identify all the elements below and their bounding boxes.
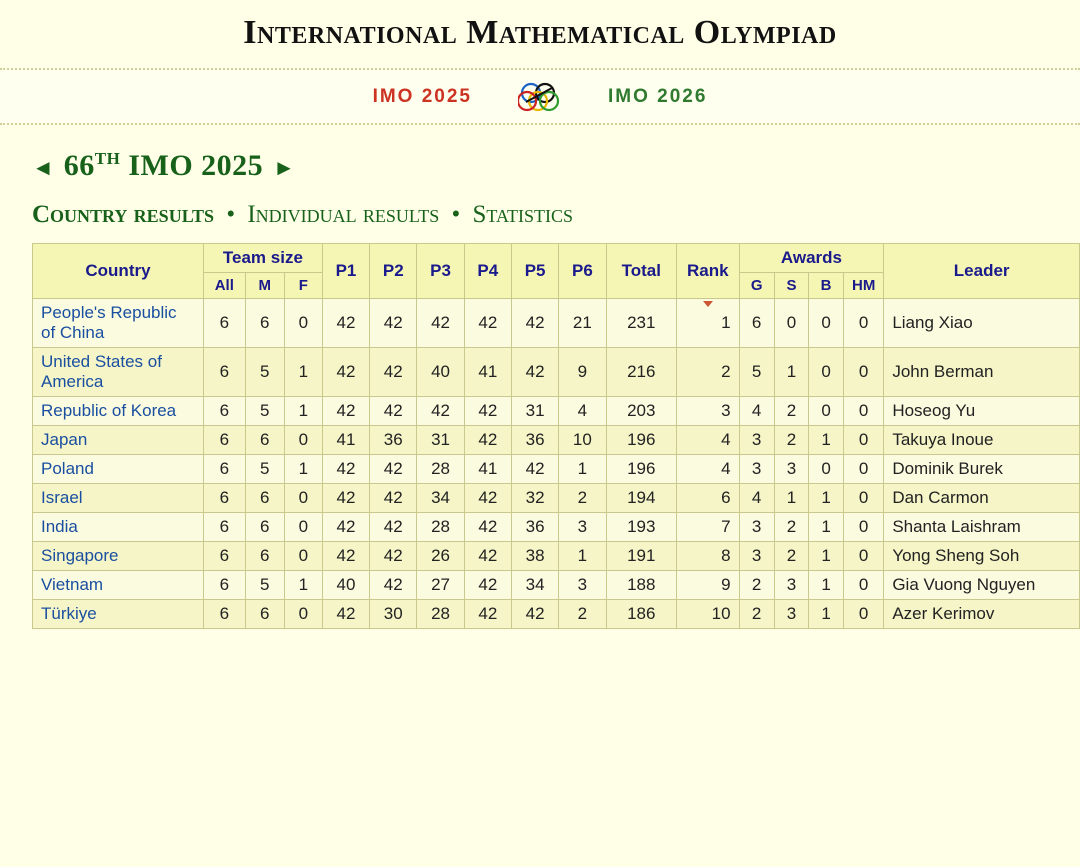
cell-country[interactable]: People's Republic of China (33, 299, 204, 348)
cell-silver: 2 (774, 513, 808, 542)
cell-p5: 42 (511, 348, 558, 397)
cell-team-all: 6 (203, 397, 245, 426)
cell-team-all: 6 (203, 571, 245, 600)
cell-hm: 0 (843, 426, 883, 455)
cell-total: 216 (606, 348, 676, 397)
col-header-team-size: Team size (203, 244, 322, 273)
cell-p3: 28 (417, 455, 464, 484)
cell-p4: 42 (464, 600, 511, 629)
col-header-rank-label: Rank (687, 261, 729, 280)
table-row (33, 571, 1080, 600)
cell-country[interactable]: India (33, 513, 204, 542)
cell-rank: 7 (677, 513, 740, 542)
cell-hm: 0 (843, 397, 883, 426)
cell-rank: 1 (677, 299, 740, 348)
cell-p1: 42 (322, 600, 369, 629)
cell-hm: 0 (843, 348, 883, 397)
cell-p3: 40 (417, 348, 464, 397)
cell-total: 196 (606, 455, 676, 484)
cell-p6: 4 (559, 397, 606, 426)
cell-hm: 0 (843, 484, 883, 513)
table-head (33, 244, 1080, 299)
cell-p1: 42 (322, 299, 369, 348)
tab-individual-results[interactable]: Individual results (247, 201, 440, 228)
cell-leader: John Berman (884, 348, 1080, 397)
cell-gold: 4 (739, 397, 774, 426)
col-header-country[interactable]: Country (33, 244, 204, 299)
table-row (33, 299, 1080, 348)
cell-total: 231 (606, 299, 676, 348)
cell-p1: 42 (322, 455, 369, 484)
cell-p6: 10 (559, 426, 606, 455)
cell-team-all: 6 (203, 513, 245, 542)
cell-bronze: 0 (809, 397, 844, 426)
cell-p4: 41 (464, 455, 511, 484)
cell-total: 193 (606, 513, 676, 542)
cell-bronze: 1 (809, 484, 844, 513)
cell-team-m: 6 (245, 542, 284, 571)
country-results-table (32, 243, 1080, 629)
cell-p2: 30 (370, 600, 417, 629)
edition-header (0, 125, 1080, 183)
cell-bronze: 1 (809, 600, 844, 629)
col-header-gold[interactable]: G (739, 273, 774, 299)
col-header-silver[interactable]: S (774, 273, 808, 299)
edition-title (64, 149, 263, 183)
cell-team-all: 6 (203, 455, 245, 484)
col-header-p3[interactable]: P3 (417, 244, 464, 299)
cell-gold: 3 (739, 455, 774, 484)
cell-total: 203 (606, 397, 676, 426)
cell-p5: 42 (511, 299, 558, 348)
col-header-awards: Awards (739, 244, 884, 273)
table-row (33, 600, 1080, 629)
cell-team-all: 6 (203, 542, 245, 571)
col-header-rank[interactable] (677, 244, 740, 299)
cell-bronze: 1 (809, 542, 844, 571)
cell-team-m: 5 (245, 348, 284, 397)
cell-p4: 42 (464, 426, 511, 455)
cell-bronze: 1 (809, 426, 844, 455)
nav-link-next-year[interactable]: IMO 2026 (608, 86, 708, 107)
cell-team-f: 0 (284, 600, 322, 629)
cell-p2: 36 (370, 426, 417, 455)
cell-team-f: 0 (284, 299, 322, 348)
cell-leader: Takuya Inoue (884, 426, 1080, 455)
cell-rank: 6 (677, 484, 740, 513)
cell-silver: 2 (774, 426, 808, 455)
cell-team-m: 6 (245, 426, 284, 455)
cell-country[interactable]: United States of America (33, 348, 204, 397)
cell-rank: 4 (677, 426, 740, 455)
cell-p6: 3 (559, 571, 606, 600)
cell-team-all: 6 (203, 426, 245, 455)
cell-p6: 2 (559, 600, 606, 629)
cell-silver: 3 (774, 571, 808, 600)
col-header-total[interactable]: Total (606, 244, 676, 299)
cell-team-f: 0 (284, 513, 322, 542)
table-row (33, 484, 1080, 513)
table-row (33, 542, 1080, 571)
cell-team-f: 0 (284, 426, 322, 455)
cell-p2: 42 (370, 348, 417, 397)
cell-p5: 36 (511, 513, 558, 542)
cell-p6: 1 (559, 455, 606, 484)
cell-team-all: 6 (203, 348, 245, 397)
cell-team-f: 1 (284, 455, 322, 484)
next-edition-arrow[interactable]: ► (273, 155, 295, 180)
col-header-p6[interactable]: P6 (559, 244, 606, 299)
cell-p2: 42 (370, 513, 417, 542)
cell-total: 194 (606, 484, 676, 513)
tab-statistics[interactable]: Statistics (472, 201, 573, 228)
cell-team-f: 0 (284, 542, 322, 571)
cell-p3: 28 (417, 600, 464, 629)
cell-rank: 8 (677, 542, 740, 571)
cell-gold: 2 (739, 571, 774, 600)
cell-bronze: 0 (809, 348, 844, 397)
cell-p5: 38 (511, 542, 558, 571)
cell-total: 188 (606, 571, 676, 600)
cell-hm: 0 (843, 299, 883, 348)
cell-total: 186 (606, 600, 676, 629)
cell-p5: 42 (511, 600, 558, 629)
cell-rank: 9 (677, 571, 740, 600)
cell-total: 191 (606, 542, 676, 571)
cell-rank: 2 (677, 348, 740, 397)
cell-p4: 42 (464, 513, 511, 542)
cell-team-m: 6 (245, 513, 284, 542)
cell-leader: Yong Sheng Soh (884, 542, 1080, 571)
cell-gold: 3 (739, 513, 774, 542)
cell-p6: 2 (559, 484, 606, 513)
cell-team-m: 6 (245, 299, 284, 348)
cell-gold: 3 (739, 542, 774, 571)
cell-country[interactable]: Singapore (33, 542, 204, 571)
cell-country[interactable]: Republic of Korea (33, 397, 204, 426)
cell-team-f: 1 (284, 571, 322, 600)
cell-gold: 3 (739, 426, 774, 455)
col-header-leader[interactable]: Leader (884, 244, 1080, 299)
prev-edition-arrow[interactable]: ◄ (32, 155, 54, 180)
cell-country[interactable]: Poland (33, 455, 204, 484)
col-header-p4[interactable]: P4 (464, 244, 511, 299)
cell-p3: 28 (417, 513, 464, 542)
cell-p2: 42 (370, 397, 417, 426)
imo-logo-icon (518, 82, 562, 112)
table-body (33, 299, 1080, 629)
cell-p4: 42 (464, 397, 511, 426)
cell-p2: 42 (370, 455, 417, 484)
col-header-p1[interactable]: P1 (322, 244, 369, 299)
cell-p6: 21 (559, 299, 606, 348)
cell-p1: 42 (322, 348, 369, 397)
cell-p5: 42 (511, 455, 558, 484)
tab-country-results[interactable]: Country results (32, 201, 215, 228)
cell-p4: 42 (464, 571, 511, 600)
cell-p3: 42 (417, 397, 464, 426)
cell-hm: 0 (843, 571, 883, 600)
cell-team-f: 1 (284, 397, 322, 426)
cell-rank: 10 (677, 600, 740, 629)
cell-p2: 42 (370, 299, 417, 348)
cell-bronze: 1 (809, 513, 844, 542)
cell-bronze: 0 (809, 455, 844, 484)
cell-leader: Azer Kerimov (884, 600, 1080, 629)
table-row (33, 397, 1080, 426)
cell-p5: 32 (511, 484, 558, 513)
cell-rank: 4 (677, 455, 740, 484)
col-header-p5[interactable]: P5 (511, 244, 558, 299)
cell-silver: 0 (774, 299, 808, 348)
cell-p4: 42 (464, 299, 511, 348)
cell-bronze: 1 (809, 571, 844, 600)
table-row (33, 426, 1080, 455)
cell-team-m: 5 (245, 397, 284, 426)
cell-gold: 5 (739, 348, 774, 397)
cell-team-m: 6 (245, 600, 284, 629)
col-header-hm[interactable]: HM (843, 273, 883, 299)
cell-team-m: 5 (245, 455, 284, 484)
edition-ordinal-suffix: TH (94, 149, 121, 168)
cell-p5: 34 (511, 571, 558, 600)
cell-leader: Gia Vuong Nguyen (884, 571, 1080, 600)
tab-separator-2: • (451, 201, 461, 228)
cell-p3: 34 (417, 484, 464, 513)
cell-team-m: 5 (245, 571, 284, 600)
cell-p1: 42 (322, 484, 369, 513)
cell-p4: 41 (464, 348, 511, 397)
cell-p1: 42 (322, 542, 369, 571)
cell-p6: 1 (559, 542, 606, 571)
sort-indicator-icon (703, 301, 713, 307)
cell-leader: Liang Xiao (884, 299, 1080, 348)
col-header-team-f[interactable]: F (284, 273, 322, 299)
cell-p3: 27 (417, 571, 464, 600)
cell-country[interactable]: Japan (33, 426, 204, 455)
cell-p3: 26 (417, 542, 464, 571)
cell-p6: 3 (559, 513, 606, 542)
col-header-team-m[interactable]: M (245, 273, 284, 299)
cell-gold: 2 (739, 600, 774, 629)
cell-team-f: 0 (284, 484, 322, 513)
cell-team-m: 6 (245, 484, 284, 513)
edition-number: 66 (63, 149, 95, 182)
cell-silver: 3 (774, 455, 808, 484)
cell-p1: 42 (322, 513, 369, 542)
cell-country[interactable]: Israel (33, 484, 204, 513)
col-header-team-all[interactable]: All (203, 273, 245, 299)
cell-leader: Hoseog Yu (884, 397, 1080, 426)
cell-hm: 0 (843, 455, 883, 484)
cell-leader: Dominik Burek (884, 455, 1080, 484)
results-table-container (0, 243, 1080, 629)
cell-hm: 0 (843, 600, 883, 629)
edition-title-rest: IMO 2025 (128, 149, 264, 182)
cell-silver: 2 (774, 397, 808, 426)
table-row (33, 455, 1080, 484)
cell-team-all: 6 (203, 299, 245, 348)
cell-leader: Dan Carmon (884, 484, 1080, 513)
cell-p4: 42 (464, 542, 511, 571)
cell-team-all: 6 (203, 484, 245, 513)
main-content (0, 125, 1080, 629)
cell-total: 196 (606, 426, 676, 455)
cell-gold: 6 (739, 299, 774, 348)
cell-silver: 1 (774, 484, 808, 513)
cell-silver: 1 (774, 348, 808, 397)
col-header-p2[interactable]: P2 (370, 244, 417, 299)
cell-p2: 42 (370, 571, 417, 600)
cell-p5: 36 (511, 426, 558, 455)
cell-silver: 2 (774, 542, 808, 571)
cell-p4: 42 (464, 484, 511, 513)
cell-team-all: 6 (203, 600, 245, 629)
tab-separator-1: • (226, 201, 236, 228)
cell-p1: 40 (322, 571, 369, 600)
cell-rank: 3 (677, 397, 740, 426)
cell-p1: 41 (322, 426, 369, 455)
cell-p6: 9 (559, 348, 606, 397)
table-row (33, 513, 1080, 542)
cell-p2: 42 (370, 484, 417, 513)
cell-p1: 42 (322, 397, 369, 426)
cell-bronze: 0 (809, 299, 844, 348)
cell-p5: 31 (511, 397, 558, 426)
table-row (33, 348, 1080, 397)
cell-hm: 0 (843, 542, 883, 571)
nav-link-prev-year[interactable]: IMO 2025 (372, 86, 472, 107)
cell-country[interactable]: Türkiye (33, 600, 204, 629)
col-header-bronze[interactable]: B (809, 273, 844, 299)
cell-leader: Shanta Laishram (884, 513, 1080, 542)
cell-silver: 3 (774, 600, 808, 629)
section-tabs (0, 183, 1080, 243)
year-navigation (0, 70, 1080, 123)
cell-gold: 4 (739, 484, 774, 513)
cell-p3: 42 (417, 299, 464, 348)
cell-p3: 31 (417, 426, 464, 455)
cell-team-f: 1 (284, 348, 322, 397)
cell-p2: 42 (370, 542, 417, 571)
cell-hm: 0 (843, 513, 883, 542)
cell-country[interactable]: Vietnam (33, 571, 204, 600)
page-title: International Mathematical Olympiad (243, 14, 837, 51)
table-header-row-1 (33, 244, 1080, 273)
